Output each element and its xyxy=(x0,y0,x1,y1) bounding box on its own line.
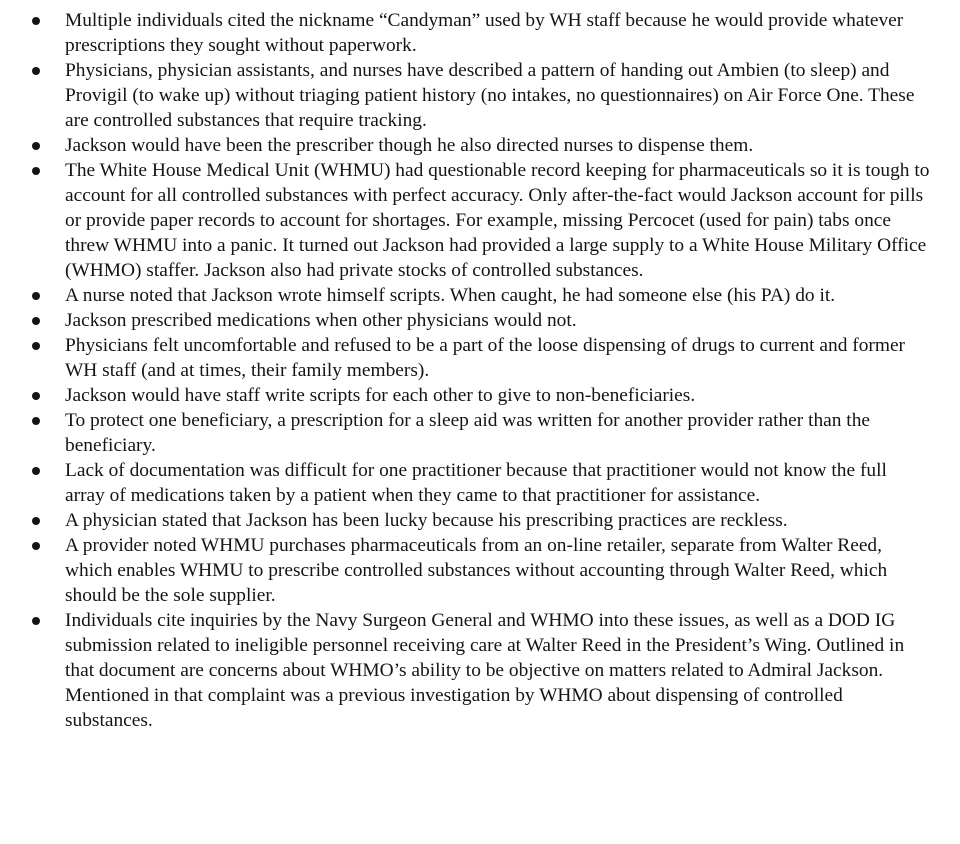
bullet-item xyxy=(0,158,960,283)
bullet-text: Jackson prescribed medications when other physicians would not. xyxy=(65,310,577,331)
bullet-point-icon xyxy=(32,17,40,25)
bullet-item xyxy=(0,383,960,408)
bullet-point-icon xyxy=(32,67,40,75)
bullet-item xyxy=(0,408,960,458)
bullet-item xyxy=(0,533,960,608)
bullet-item xyxy=(0,333,960,383)
bullet-point-icon xyxy=(32,417,40,425)
bullet-text: A provider noted WHMU purchases pharmaceuticals from an on-line retailer, separate from Walter Reed, which enables WHMU to prescribe controlled substances without accounting through Walter Reed, which should be the sole supplier. xyxy=(65,535,888,606)
bullet-point-icon xyxy=(32,292,40,300)
bullet-text: Jackson would have staff write scripts for each other to give to non-beneficiaries. xyxy=(65,385,696,406)
bullet-text: The White House Medical Unit (WHMU) had questionable record keeping for pharmaceuticals so it is tough to account for all controlled substances with perfect accuracy. Only after-the-fact would Jackson account for pills or provide paper records to account for shortages. For example, missing Percocet (used for pain) tabs once threw WHMU into a panic. It turned out Jackson had provided a large supply to a White House Military Office (WHMO) staffer. Jackson also had private stocks of controlled substances. xyxy=(65,160,930,281)
bullet-text: Individuals cite inquiries by the Navy Surgeon General and WHMO into these issues, as well as a DOD IG submission related to ineligible personnel receiving care at Walter Reed in the President’s Wing. Outlined in that document are concerns about WHMO’s ability to be objective on matters related to Admiral Jackson. Mentioned in that complaint was a previous investigation by WHMO about dispensing of controlled substances. xyxy=(65,610,905,731)
bullet-text: To protect one beneficiary, a prescription for a sleep aid was written for another provider rather than the beneficiary. xyxy=(65,410,870,456)
bullet-text: Multiple individuals cited the nickname “Candyman” used by WH staff because he would provide whatever prescriptions they sought without paperwork. xyxy=(65,10,904,56)
bullet-text: A physician stated that Jackson has been lucky because his prescribing practices are reckless. xyxy=(65,510,788,531)
bullet-point-icon xyxy=(32,142,40,150)
bullet-point-icon xyxy=(32,617,40,625)
bullet-point-icon xyxy=(32,392,40,400)
bullet-list xyxy=(0,8,960,733)
bullet-point-icon xyxy=(32,317,40,325)
bullet-item xyxy=(0,283,960,308)
bullet-point-icon xyxy=(32,342,40,350)
bullet-item xyxy=(0,608,960,733)
bullet-text: A nurse noted that Jackson wrote himself scripts. When caught, he had someone else (his PA) do it. xyxy=(65,285,836,306)
bullet-item xyxy=(0,458,960,508)
bullet-item xyxy=(0,508,960,533)
bullet-item xyxy=(0,8,960,58)
bullet-point-icon xyxy=(32,542,40,550)
bullet-text: Jackson would have been the prescriber though he also directed nurses to dispense them. xyxy=(65,135,754,156)
bullet-point-icon xyxy=(32,467,40,475)
bullet-point-icon xyxy=(32,517,40,525)
bullet-text: Physicians felt uncomfortable and refused to be a part of the loose dispensing of drugs to current and former WH staff (and at times, their family members). xyxy=(65,335,906,381)
bullet-item xyxy=(0,58,960,133)
bullet-point-icon xyxy=(32,167,40,175)
bullet-item xyxy=(0,133,960,158)
bullet-text: Physicians, physician assistants, and nurses have described a pattern of handing out Ambien (to sleep) and Provigil (to wake up) without triaging patient history (no intakes, no questionnaires) on Air Force One. These are controlled substances that require tracking. xyxy=(65,60,915,131)
bullet-item xyxy=(0,308,960,333)
bullet-text: Lack of documentation was difficult for one practitioner because that practitioner would not know the full array of medications taken by a patient when they came to that practitioner for assistance. xyxy=(65,460,887,506)
